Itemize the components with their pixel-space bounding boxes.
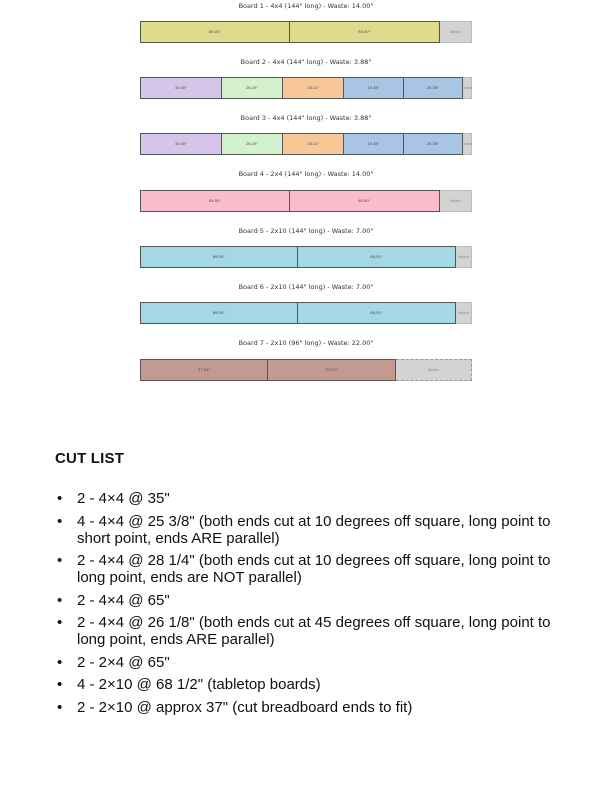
cut-segment: 65.00" [290, 21, 440, 43]
board-title: Board 2 - 4x4 (144" long) - Waste: 3.88" [240, 58, 372, 66]
cut-segment: 68.50" [140, 246, 298, 268]
cut-list-item: • 2 - 4×4 @ 28 1/4" (both ends cut at 10 degrees off square, long point to long point, ends are NOT parallel) [55, 552, 575, 586]
cut-segment: 68.50" [140, 302, 298, 324]
cut-list-item: • 4 - 2×10 @ 68 1/2" (tabletop boards) [55, 676, 575, 693]
waste-segment: Waste [440, 21, 472, 43]
cut-list-item: • 2 - 2×4 @ 65" [55, 654, 575, 671]
board-bar [140, 77, 472, 99]
cut-segment: 25.38" [404, 77, 463, 99]
cut-list-item: • 2 - 4×4 @ 65" [55, 592, 575, 609]
cut-segment: 65.00" [140, 190, 290, 212]
cut-segment: 65.00" [140, 21, 290, 43]
cut-segment: 35.00" [140, 77, 222, 99]
cut-list-item: • 2 - 4×4 @ 35" [55, 490, 575, 507]
waste-segment: Waste [463, 133, 472, 155]
cut-list-item: • 2 - 2×10 @ approx 37" (cut breadboard ends to fit) [55, 699, 575, 716]
board-bar [140, 190, 472, 212]
cut-segment: 65.00" [290, 190, 440, 212]
cut-segment: 35.00" [140, 133, 222, 155]
cut-segment: 37.00" [268, 359, 396, 381]
waste-segment: Waste [456, 302, 472, 324]
cut-list [55, 490, 575, 721]
waste-segment: Waste [396, 359, 472, 381]
board-title: Board 5 - 2x10 (144" long) - Waste: 7.00" [238, 227, 374, 235]
board-bar [140, 21, 472, 43]
board-title: Board 3 - 4x4 (144" long) - Waste: 3.88" [240, 114, 372, 122]
cut-segment: 25.38" [344, 77, 403, 99]
cut-segment: 26.25" [222, 133, 283, 155]
cut-segment: 68.50" [298, 246, 456, 268]
cut-list-item: • 2 - 4×4 @ 26 1/8" (both ends cut at 45 degrees off square, long point to long point, ends ARE parallel) [55, 614, 575, 648]
cut-segment: 25.38" [344, 133, 403, 155]
board-bar [140, 246, 472, 268]
board-bar [140, 302, 472, 324]
cut-list-title: CUT LIST [55, 450, 125, 467]
board-bar [140, 359, 472, 381]
board-bar [140, 133, 472, 155]
waste-segment: Waste [456, 246, 472, 268]
cut-segment: 68.50" [298, 302, 456, 324]
waste-segment: Waste [440, 190, 472, 212]
board-title: Board 6 - 2x10 (144" long) - Waste: 7.00" [238, 283, 374, 291]
board-title: Board 4 - 2x4 (144" long) - Waste: 14.00" [238, 170, 374, 178]
cut-list-item: • 4 - 4×4 @ 25 3/8" (both ends cut at 10 degrees off square, long point to short point, ends ARE parallel) [55, 513, 575, 547]
cut-segment: 25.38" [404, 133, 463, 155]
board-title: Board 7 - 2x10 (96" long) - Waste: 22.00" [238, 339, 374, 347]
cut-segment: 26.12" [283, 133, 344, 155]
board-title: Board 1 - 4x4 (144" long) - Waste: 14.00" [238, 2, 374, 10]
cut-segment: 26.25" [222, 77, 283, 99]
waste-segment: Waste [463, 77, 472, 99]
cut-segment: 37.00" [140, 359, 268, 381]
cut-segment: 26.12" [283, 77, 344, 99]
